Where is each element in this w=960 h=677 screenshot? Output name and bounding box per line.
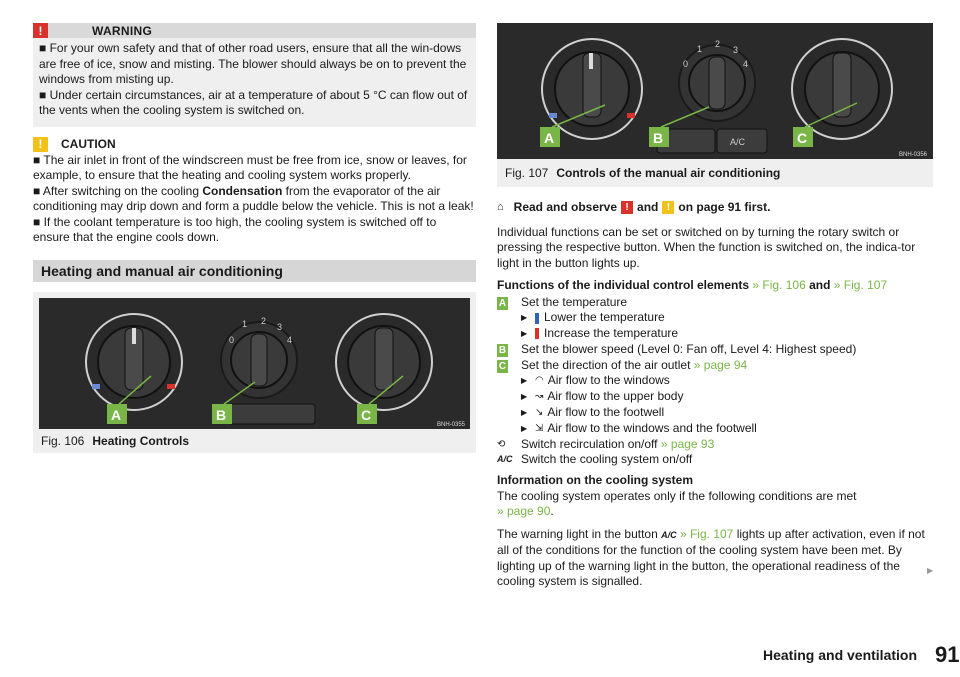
list-item: B Set the blower speed (Level 0: Fan off, Level 4: Highest speed) <box>498 341 857 356</box>
label-a: A <box>544 130 555 146</box>
fan-tick: 4 <box>743 59 749 69</box>
blue-indicator <box>535 313 539 324</box>
caution-icon: ! <box>33 137 48 152</box>
label-c: C <box>361 406 372 423</box>
figure-number: Fig. 106 <box>41 433 85 448</box>
figure-107 <box>497 23 933 187</box>
fan-tick: 2 <box>715 39 721 49</box>
fan-tick: 0 <box>229 334 235 345</box>
warning-light-text: The warning light in the button A/C » Fig. 107 lights up after activation, even if not all of the conditions for the function of the cooling system have been met. By lighting up of the warning light in the button, the operational readiness of the cooling system is signalled. <box>497 526 925 589</box>
left-column <box>33 23 476 453</box>
caution-bullet: ■ The air inlet in front of the windscreen must be free from ice, snow or leaves, for example, to ensure that the heating and cooling system works properly. <box>33 152 467 182</box>
figure-code: BNH-0355 <box>437 421 466 428</box>
label-b: B <box>653 130 664 146</box>
functions-heading: Functions of the individual control elements » Fig. 106 and » Fig. 107 <box>497 278 888 292</box>
functions-list: A Set the temperature ▶ Lower the temperature ▶ Increase the temperature B Set the blower speed (Level 0: Fan off, Level 4: Highest speed) C Set the direction of the air outlet » page 94 ▶ ◠ Air flow to the windows ▶ ↝ Air flow to the upper body ▶ ↘ Air flow to the footwell ▶ ⇲ Air flow to the windows and the footwell ⟲ Switch recirculation on/off » page 93 A/C Switch the cooling system on/off <box>497 295 933 469</box>
caution-box <box>33 137 476 246</box>
marker-c: C <box>498 360 507 372</box>
label-c: C <box>797 130 808 146</box>
warning-header <box>33 23 476 38</box>
list-item: A Set the temperature <box>498 294 628 309</box>
page-link[interactable]: » page 93 <box>660 436 715 451</box>
warning-icon: ! <box>621 201 633 214</box>
ac-label: A/C <box>730 137 746 147</box>
footer-section: Heating and ventilation <box>763 647 918 663</box>
info-heading: Information on the cooling system <box>497 473 694 488</box>
warning-icon: ! <box>33 23 48 38</box>
read-and-observe: ⌂ Read and observe ! and ! on page 91 first. <box>497 200 771 214</box>
figure-caption <box>33 429 476 453</box>
fan-tick: 1 <box>697 44 703 54</box>
label-b: B <box>216 406 227 423</box>
section-title: Heating and manual air conditioning <box>33 260 476 282</box>
list-item: C Set the direction of the air outlet » page 94 <box>498 357 748 372</box>
hot-mark <box>167 384 175 389</box>
figure-title: Controls of the manual air conditioning <box>556 166 781 180</box>
fan-tick: 0 <box>683 59 689 69</box>
caution-header <box>33 137 476 153</box>
warning-box <box>33 23 476 127</box>
fig-link[interactable]: » Fig. 106 <box>752 278 806 292</box>
fan-tick: 3 <box>277 321 283 332</box>
fig-link[interactable]: » Fig. 107 <box>833 278 888 292</box>
warning-title: WARNING <box>92 23 153 38</box>
right-column <box>497 23 933 590</box>
ac-icon: A/C <box>497 454 513 465</box>
book-icon: ⌂ <box>497 201 504 213</box>
list-item: ⟲ Switch recirculation on/off » page 93 <box>497 436 715 451</box>
caution-icon: ! <box>662 201 674 214</box>
caution-bullet: ■ If the coolant temperature is too high, the cooling system is switched off to ensure that the engine cools down. <box>33 214 437 244</box>
figure-code: BNH-0356 <box>899 152 928 158</box>
page-link[interactable]: » page 94 <box>693 357 748 372</box>
footwell-icon: ↘ <box>535 407 544 419</box>
label-a: A <box>111 406 122 423</box>
fan-tick: 3 <box>733 45 739 55</box>
intro-text: Individual functions can be set or switched on by turning the rotary switch or pressing the respective button. When the function is switched on, the indica-tor light in the button lights up. <box>497 224 916 270</box>
page-link[interactable]: » page 90 <box>497 504 551 519</box>
ac-icon: A/C <box>661 529 677 540</box>
cold-mark <box>92 384 100 389</box>
caution-bullet: ■ After switching on the cooling Condensation from the evaporator of the air conditioning may drip down and form a puddle below the vehicle. This is not a leak! <box>33 183 474 213</box>
ac-controls-image <box>497 23 933 159</box>
marker-a: A <box>498 297 507 309</box>
figure-title: Heating Controls <box>92 433 190 448</box>
fig-link[interactable]: » Fig. 107 <box>679 526 734 541</box>
warning-body <box>33 38 476 119</box>
warning-bullet: ■ For your own safety and that of other road users, ensure that all the win-dows are free of ice, snow and misting. The blower should always be on to prevent the windows from misting up. <box>39 41 467 86</box>
heating-controls-image <box>39 298 470 429</box>
continue-arrow-icon: ▶ <box>927 566 934 575</box>
upper-body-icon: ↝ <box>535 391 544 403</box>
list-item: A/C Switch the cooling system on/off <box>497 452 693 467</box>
page-number: 91 <box>935 642 960 667</box>
figure-number: Fig. 107 <box>505 166 549 180</box>
figure-106 <box>33 292 476 453</box>
windscreen-icon: ◠ <box>535 375 544 387</box>
recirculation-icon: ⟲ <box>497 438 506 450</box>
warning-bullet: ■ Under certain circumstances, air at a temperature of about 5 °C can flow out of the vents when the cooling system is switched on. <box>39 87 468 117</box>
windows-footwell-icon: ⇲ <box>535 422 544 434</box>
fan-tick: 1 <box>242 318 248 329</box>
figure-caption <box>497 159 933 187</box>
marker-b: B <box>498 344 507 356</box>
page-footer <box>763 642 960 668</box>
caution-title: CAUTION <box>61 136 116 151</box>
red-indicator <box>535 328 539 339</box>
fan-tick: 2 <box>261 315 267 326</box>
info-text: The cooling system operates only if the following conditions are met » page 90. <box>497 488 857 519</box>
fan-tick: 4 <box>287 334 293 345</box>
